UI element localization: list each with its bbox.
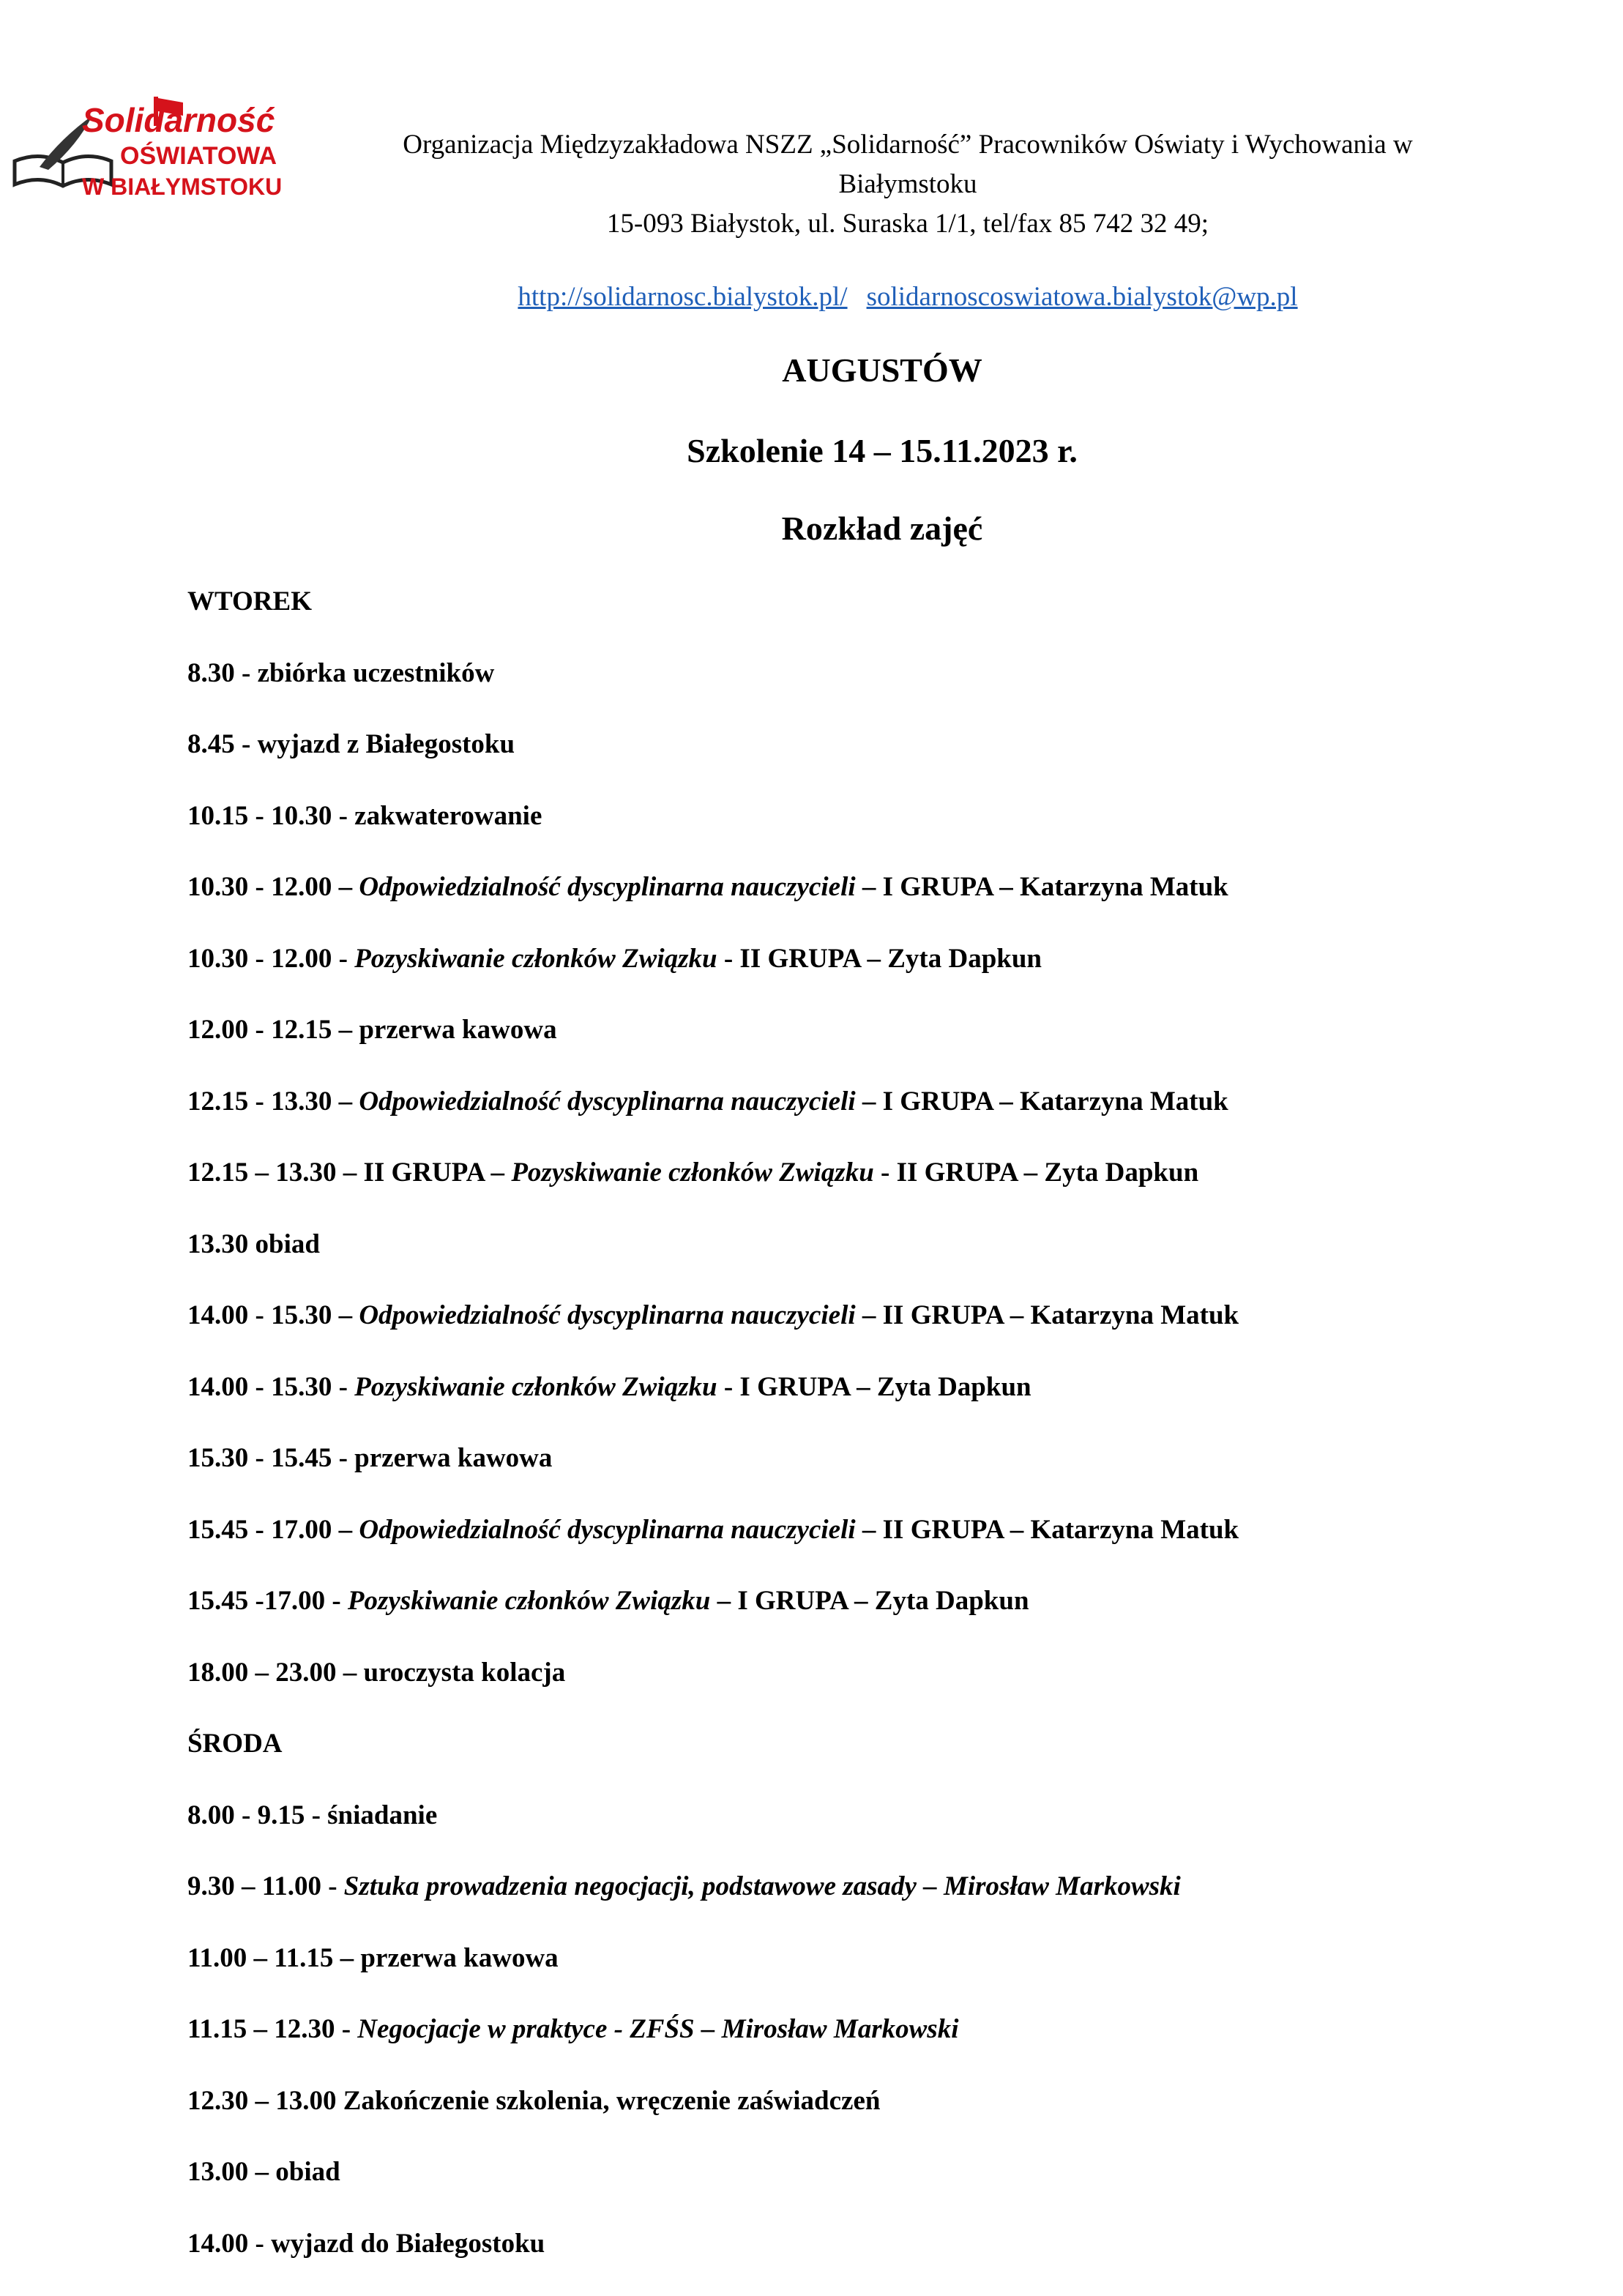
- schedule-item: 10.30 - 12.00 – Odpowiedzialność dyscyplinarna nauczycieli – I GRUPA – Katarzyna Matuk: [187, 868, 1578, 940]
- schedule-title: Rozkład zajęć: [322, 508, 1442, 549]
- schedule-list: [187, 583, 1578, 2296]
- schedule-item: 10.30 - 12.00 - Pozyskiwanie członków Związku - II GRUPA – Zyta Dapkun: [187, 940, 1578, 1012]
- website-link[interactable]: http://solidarnosc.bialystok.pl/: [518, 282, 847, 312]
- schedule-item: 14.00 - 15.30 – Odpowiedzialność dyscyplinarna nauczycieli – II GRUPA – Katarzyna Matuk: [187, 1297, 1578, 1368]
- schedule-item: 14.00 - 15.30 - Pozyskiwanie członków Związku - I GRUPA – Zyta Dapkun: [187, 1368, 1578, 1440]
- schedule-item: 8.30 - zbiórka uczestników: [187, 655, 1578, 726]
- schedule-item: 18.00 – 23.00 – uroczysta kolacja: [187, 1654, 1578, 1726]
- schedule-item: 12.00 - 12.15 – przerwa kawowa: [187, 1011, 1578, 1083]
- org-name-line1: Organizacja Międzyzakładowa NSZZ „Solidarność” Pracowników Oświaty i Wychowania w: [322, 126, 1493, 164]
- logo-graphic: [10, 94, 252, 204]
- solidarnosc-logo: [10, 94, 252, 204]
- schedule-item: 13.00 – obiad: [187, 2153, 1578, 2225]
- contact-links: [322, 278, 1493, 316]
- logo-text-oswiatowa: OŚWIATOWA: [120, 142, 277, 170]
- training-title: Szkolenie 14 – 15.11.2023 r.: [322, 430, 1442, 471]
- day-heading-wednesday: ŚRODA: [187, 1725, 1578, 1797]
- schedule-item: 15.45 -17.00 - Pozyskiwanie członków Związku – I GRUPA – Zyta Dapkun: [187, 1582, 1578, 1654]
- schedule-item: 12.15 - 13.30 – Odpowiedzialność dyscyplinarna nauczycieli – I GRUPA – Katarzyna Matuk: [187, 1083, 1578, 1155]
- schedule-item: 15.45 - 17.00 – Odpowiedzialność dyscyplinarna nauczycieli – II GRUPA – Katarzyna Matuk: [187, 1511, 1578, 1583]
- schedule-item: 11.15 – 12.30 - Negocjacje w praktyce - ZFŚS – Mirosław Markowski: [187, 2010, 1578, 2082]
- email-link[interactable]: solidarnoscoswiatowa.bialystok@wp.pl: [867, 282, 1298, 312]
- logo-text-bialystok: W BIAŁYMSTOKU: [82, 174, 282, 200]
- schedule-item: 11.00 – 11.15 – przerwa kawowa: [187, 1939, 1578, 2011]
- schedule-item: 14.00 - wyjazd do Białegostoku: [187, 2225, 1578, 2296]
- logo-text-solidarnosc: Solidarność: [82, 101, 275, 139]
- schedule-item: 15.30 - 15.45 - przerwa kawowa: [187, 1439, 1578, 1511]
- schedule-item: 8.45 - wyjazd z Białegostoku: [187, 726, 1578, 797]
- schedule-item: 13.30 obiad: [187, 1226, 1578, 1297]
- org-name-line2: Białymstoku: [322, 165, 1493, 204]
- schedule-item: 12.30 – 13.00 Zakończenie szkolenia, wręczenie zaświadczeń: [187, 2082, 1578, 2154]
- schedule-item: 12.15 – 13.30 – II GRUPA – Pozyskiwanie członków Związku - II GRUPA – Zyta Dapkun: [187, 1154, 1578, 1226]
- schedule-item: 9.30 – 11.00 - Sztuka prowadzenia negocjacji, podstawowe zasady – Mirosław Markowski: [187, 1868, 1578, 1939]
- place-title: AUGUSTÓW: [322, 350, 1442, 391]
- day-heading-tuesday: WTOREK: [187, 583, 1578, 655]
- schedule-item: 10.15 - 10.30 - zakwaterowanie: [187, 797, 1578, 869]
- schedule-item: 8.00 - 9.15 - śniadanie: [187, 1797, 1578, 1868]
- org-address: 15-093 Białystok, ul. Suraska 1/1, tel/fax 85 742 32 49;: [322, 205, 1493, 243]
